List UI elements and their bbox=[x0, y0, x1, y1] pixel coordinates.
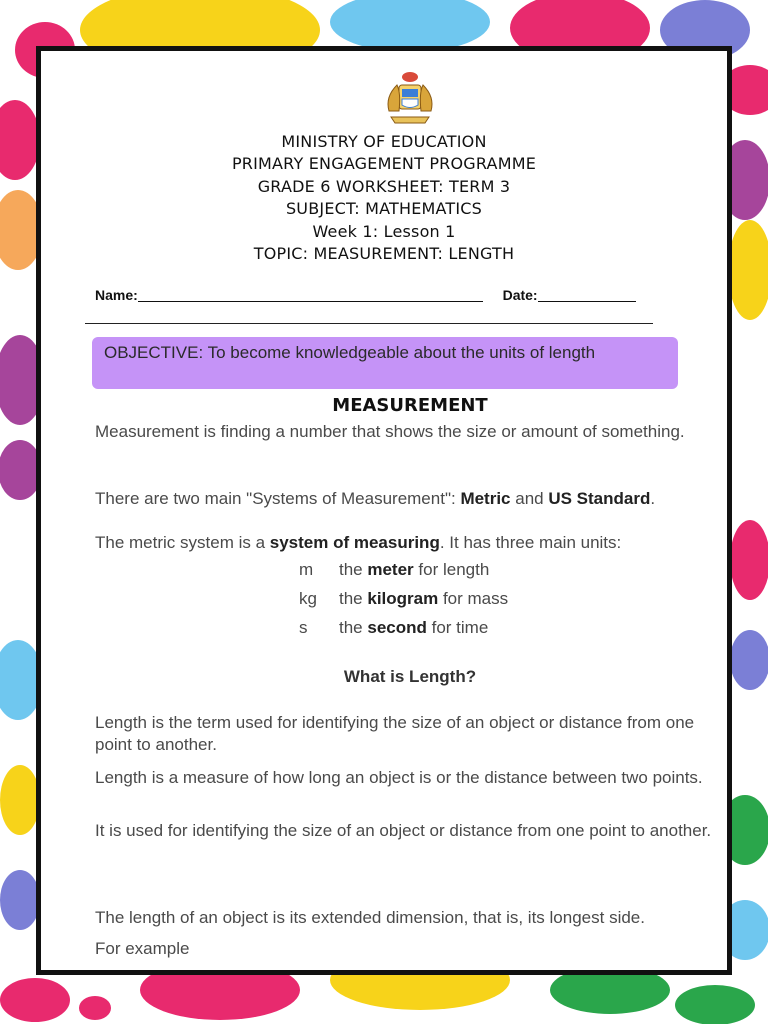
grade-term-title: GRADE 6 WORKSHEET: TERM 3 bbox=[257, 176, 511, 196]
worksheet-header bbox=[41, 131, 727, 265]
purple-blob-icon bbox=[0, 870, 40, 930]
topic-title: TOPIC: MEASUREMENT: LENGTH bbox=[253, 244, 515, 264]
what-is-length-heading: What is Length? bbox=[343, 667, 477, 686]
date-label: Date: bbox=[502, 287, 538, 303]
blue-blob-icon bbox=[330, 0, 490, 52]
name-label: Name: bbox=[95, 287, 138, 303]
systems-paragraph: There are two main "Systems of Measurement": Metric and US Standard. bbox=[95, 489, 656, 508]
ministry-title: MINISTRY OF EDUCATION bbox=[281, 132, 487, 151]
for-example-text: For example bbox=[95, 939, 190, 958]
worksheet-page bbox=[36, 46, 732, 975]
pink-blob-icon bbox=[79, 996, 111, 1020]
yellow-blob-icon bbox=[728, 220, 768, 320]
length-paragraph-4: The length of an object is its extended dimension, that is, its longest side. bbox=[95, 908, 645, 927]
coat-of-arms-icon bbox=[381, 71, 439, 127]
name-field[interactable] bbox=[138, 287, 483, 302]
measurement-heading: MEASUREMENT bbox=[332, 395, 488, 416]
programme-title: PRIMARY ENGAGEMENT PROGRAMME bbox=[231, 154, 537, 174]
length-paragraph-2: Length is a measure of how long an object is or the distance between two points. bbox=[95, 768, 703, 787]
metric-term: Metric bbox=[460, 489, 511, 508]
green-blob-icon bbox=[675, 985, 755, 1024]
length-paragraph-3: It is used for identifying the size of an object or distance from one point to another. bbox=[95, 821, 712, 840]
purple-blob-icon bbox=[730, 630, 768, 690]
subject-title: SUBJECT: MATHEMATICS bbox=[285, 199, 483, 219]
pink-blob-icon bbox=[0, 978, 70, 1022]
length-paragraph-1: Length is the term used for identifying the size of an object or distance from one point to another. bbox=[95, 713, 695, 754]
name-date-row bbox=[95, 287, 695, 303]
week-lesson-title: Week 1: Lesson 1 bbox=[312, 221, 456, 241]
date-field[interactable] bbox=[538, 287, 636, 302]
metric-paragraph: The metric system is a system of measuring. It has three main units: bbox=[95, 533, 622, 552]
pink-blob-icon bbox=[730, 520, 768, 600]
unit-row-kilogram: kg the kilogram for mass bbox=[299, 589, 509, 608]
pink-blob-icon bbox=[0, 100, 40, 180]
yellow-blob-icon bbox=[0, 765, 40, 835]
unit-row-second: s the second for time bbox=[299, 618, 489, 637]
divider-line bbox=[85, 323, 653, 324]
measurement-definition: Measurement is finding a number that shows the size or amount of something. bbox=[95, 422, 685, 441]
system-of-measuring-term: system of measuring bbox=[269, 533, 440, 552]
unit-row-meter: m the meter for length bbox=[299, 560, 490, 579]
objective-box: OBJECTIVE: To become knowledgeable about the units of length bbox=[92, 337, 678, 389]
us-standard-term: US Standard bbox=[548, 489, 651, 508]
